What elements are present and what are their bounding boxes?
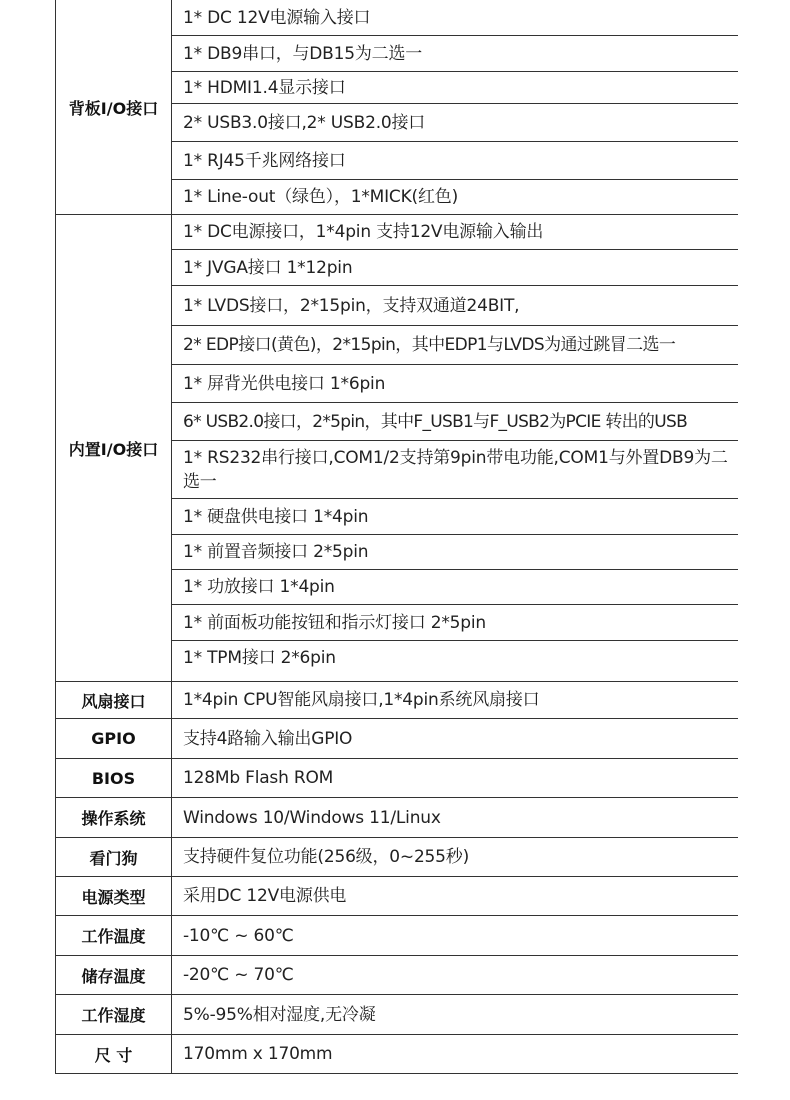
spec-label: 工作湿度: [55, 995, 172, 1034]
spec-label: BIOS: [55, 759, 172, 797]
spec-value: 6* USB2.0接口，2*5pin，其中F_USB1与F_USB2为PCIE 转出的USB: [172, 403, 738, 441]
spec-value: 1* DB9串口，与DB15为二选一: [172, 36, 738, 72]
spec-value: 5%-95%相对湿度,无冷凝: [183, 1004, 376, 1025]
spec-value: -10℃ ~ 60℃: [183, 925, 294, 946]
spec-value: 1* Line-out（绿色），1*MICK(红色): [183, 187, 459, 207]
spec-row-fan: [55, 682, 738, 719]
spec-value: 1* HDMI1.4显示接口: [172, 72, 738, 104]
spec-value: 1* 前置音频接口 2*5pin: [172, 535, 738, 570]
spec-value: 1* 屏背光供电接口 1*6pin: [172, 365, 738, 403]
spec-row-humidity: [55, 995, 738, 1035]
spec-value: 支持硬件复位功能(256级，0~255秒): [183, 847, 470, 867]
spec-row-bios: [55, 759, 738, 798]
spec-row-watchdog: [55, 838, 738, 877]
spec-label: 风扇接口: [55, 682, 172, 718]
spec-value: 1* RS232串行接口,COM1/2支持第9pin带电功能,COM1与外置DB9为二选一: [172, 441, 738, 499]
spec-row-storage-temp: [55, 956, 738, 995]
spec-value: 支持4路输入输出GPIO: [183, 728, 353, 749]
spec-value: Windows 10/Windows 11/Linux: [183, 807, 441, 828]
spec-value: 1* 功放接口 1*4pin: [172, 570, 738, 605]
spec-value: 2* USB3.0接口,2* USB2.0接口: [172, 104, 738, 142]
spec-value: 170mm x 170mm: [183, 1044, 333, 1064]
spec-row-operating-temp: [55, 916, 738, 956]
spec-values: [172, 215, 738, 681]
spec-label: 操作系统: [55, 798, 172, 837]
spec-row-os: [55, 798, 738, 838]
spec-label: 工作温度: [55, 916, 172, 955]
spec-row-gpio: [55, 719, 738, 759]
spec-value: 1* 硬盘供电接口 1*4pin: [172, 499, 738, 535]
spec-label: 尺 寸: [55, 1035, 172, 1073]
spec-label: 储存温度: [55, 956, 172, 994]
spec-value: 1* LVDS接口，2*15pin，支持双通道24BIT,: [172, 286, 738, 326]
spec-label: 电源类型: [55, 877, 172, 915]
spec-value: 1* DC电源接口，1*4pin 支持12V电源输入输出: [172, 215, 738, 250]
spec-value: 采用DC 12V电源供电: [183, 886, 347, 906]
spec-table: [55, 0, 738, 1074]
spec-value: 1* DC 12V电源输入接口: [172, 0, 738, 36]
spec-label: 背板I/O接口: [55, 0, 172, 214]
spec-values: [172, 0, 738, 214]
spec-group-back-io: [55, 0, 738, 215]
spec-value: -20℃ ~ 70℃: [183, 965, 294, 985]
spec-row-dimensions: [55, 1035, 738, 1074]
spec-value: 128Mb Flash ROM: [183, 768, 334, 788]
spec-label: 看门狗: [55, 838, 172, 876]
spec-value: 1* JVGA接口 1*12pin: [172, 250, 738, 286]
spec-label: 内置I/O接口: [55, 215, 172, 681]
spec-value: 1* TPM接口 2*6pin: [183, 648, 336, 668]
spec-row-power: [55, 877, 738, 916]
spec-value: 1*4pin CPU智能风扇接口,1*4pin系统风扇接口: [183, 690, 540, 710]
spec-label: GPIO: [55, 719, 172, 758]
spec-value: 1* RJ45千兆网络接口: [172, 142, 738, 180]
spec-value: 2* EDP接口(黄色)，2*15pin，其中EDP1与LVDS为通过跳冒二选一: [172, 326, 738, 365]
spec-group-internal-io: [55, 215, 738, 682]
spec-value: 1* 前面板功能按钮和指示灯接口 2*5pin: [172, 605, 738, 641]
